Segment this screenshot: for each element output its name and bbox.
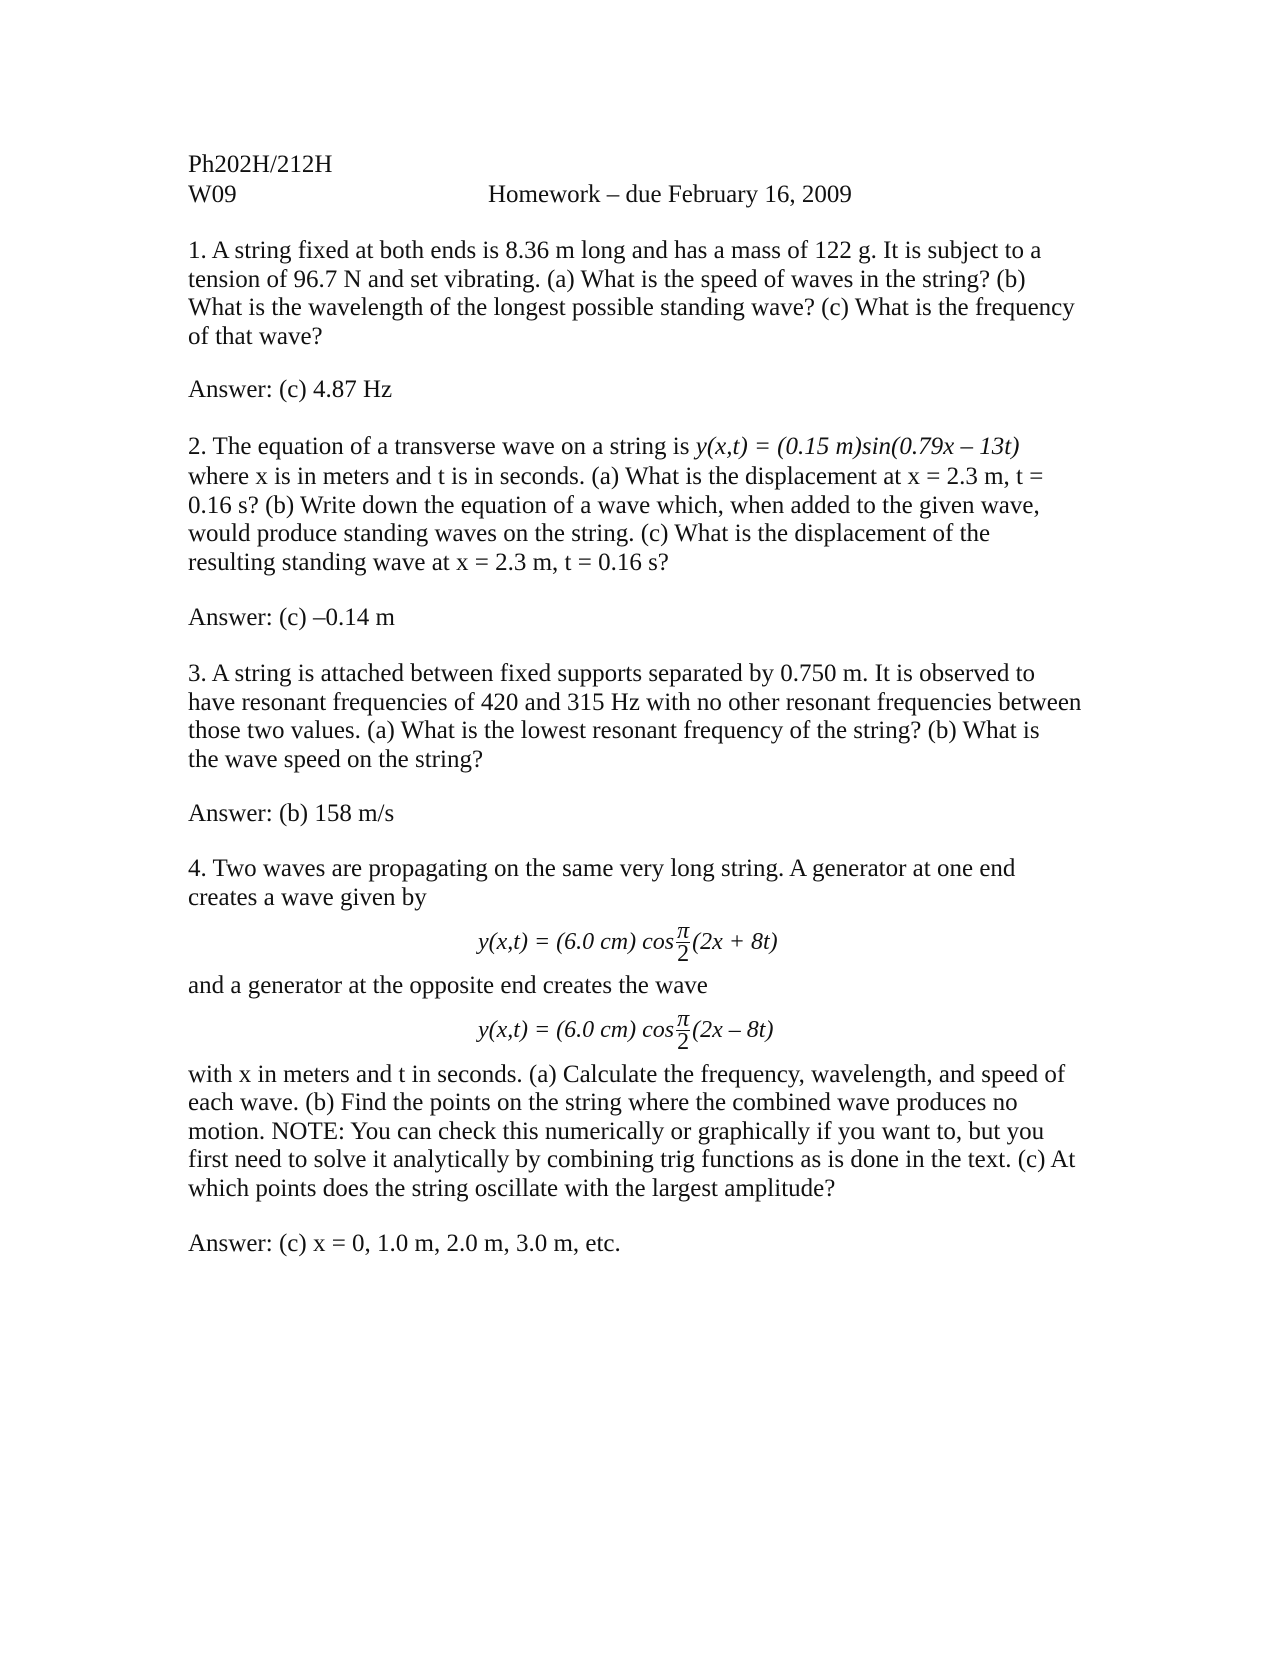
fraction-denominator: 2 xyxy=(677,1029,690,1055)
problem-text: creates a wave given by xyxy=(188,883,427,911)
equation-left: y(x,t) = (6.0 cm) cos xyxy=(478,1017,675,1043)
course-code: Ph202H/212H xyxy=(188,151,333,178)
problem-text: those two values. (a) What is the lowest resonant frequency of the string? (b) What is xyxy=(188,717,1040,744)
problem-text xyxy=(188,431,1088,463)
problem-3 xyxy=(188,660,1088,829)
pi-over-two xyxy=(676,917,690,967)
problem-text: would produce standing waves on the string. (c) What is the displacement of the xyxy=(188,520,991,547)
problem-text: have resonant frequencies of 420 and 315 Hz with no other resonant frequencies between xyxy=(188,688,1082,716)
problem-text: of that wave? xyxy=(188,322,323,350)
problem-text: which points does the string oscillate with the largest amplitude? xyxy=(188,1174,836,1202)
problem-text: tension of 96.7 N and set vibrating. (a) What is the speed of waves in the string? (b) xyxy=(188,265,1026,293)
answer: Answer: (c) 4.87 Hz xyxy=(188,376,393,403)
problem-text: where x is in meters and t is in seconds. (a) What is the displacement at x = 2.3 m, t = xyxy=(188,463,1044,490)
equation-left: y(x,t) = (6.0 cm) cos xyxy=(478,928,675,955)
equation-right: (2x + 8t) xyxy=(692,928,778,955)
problem-text: with x in meters and t in seconds. (a) Calculate the frequency, wavelength, and speed of xyxy=(188,1060,1066,1088)
answer: Answer: (b) 158 m/s xyxy=(188,800,395,827)
problem-1 xyxy=(188,237,1088,405)
term: W09 xyxy=(188,181,237,208)
problem-2 xyxy=(188,431,1088,633)
problem-text: the wave speed on the string? xyxy=(188,745,484,773)
course-line xyxy=(188,150,1088,180)
problem-text: 4. Two waves are propagating on the same very long string. A generator at one end xyxy=(188,855,1016,882)
fraction-numerator: π xyxy=(677,917,690,944)
fraction-denominator: 2 xyxy=(677,940,690,967)
problem-text: each wave. (b) Find the points on the string where the combined wave produces no xyxy=(188,1089,1018,1116)
problem-text: first need to solve it analytically by combining trig functions as is done in the text. (c) At xyxy=(188,1146,1076,1173)
fraction-numerator: π xyxy=(677,1006,690,1032)
problem-4 xyxy=(188,855,1088,1259)
wave-equation: y(x,t) = (0.15 m)sin(0.79x – 13t) xyxy=(695,433,1020,460)
problem-text: 0.16 s? (b) Write down the equation of a wave which, when added to the given wave, xyxy=(188,491,1040,519)
problem-text: 3. A string is attached between fixed supports separated by 0.750 m. It is observed to xyxy=(188,660,1036,687)
problem-intro: 2. The equation of a transverse wave on a string is xyxy=(188,433,696,460)
problem-text: What is the wavelength of the longest possible standing wave? (c) What is the frequency xyxy=(188,294,1075,321)
term-line xyxy=(188,180,1088,210)
equation-backward-wave xyxy=(188,1001,1088,1061)
equation-right: (2x – 8t) xyxy=(692,1017,774,1043)
homework-page xyxy=(188,150,1088,1259)
problem-text: motion. NOTE: You can check this numerically or graphically if you want to, but you xyxy=(188,1117,1045,1145)
answer: Answer: (c) x = 0, 1.0 m, 2.0 m, 3.0 m, etc. xyxy=(188,1230,621,1257)
header xyxy=(188,150,1088,210)
problem-text: resulting standing wave at x = 2.3 m, t = 0.16 s? xyxy=(188,548,669,576)
page-title: Homework – due February 16, 2009 xyxy=(488,181,852,208)
equation-forward-wave xyxy=(188,912,1088,972)
answer: Answer: (c) –0.14 m xyxy=(188,604,395,631)
pi-over-two xyxy=(676,1008,690,1053)
problem-text: 1. A string fixed at both ends is 8.36 m long and has a mass of 122 g. It is subject to a xyxy=(188,237,1042,264)
problem-text: and a generator at the opposite end creates the wave xyxy=(188,972,708,999)
